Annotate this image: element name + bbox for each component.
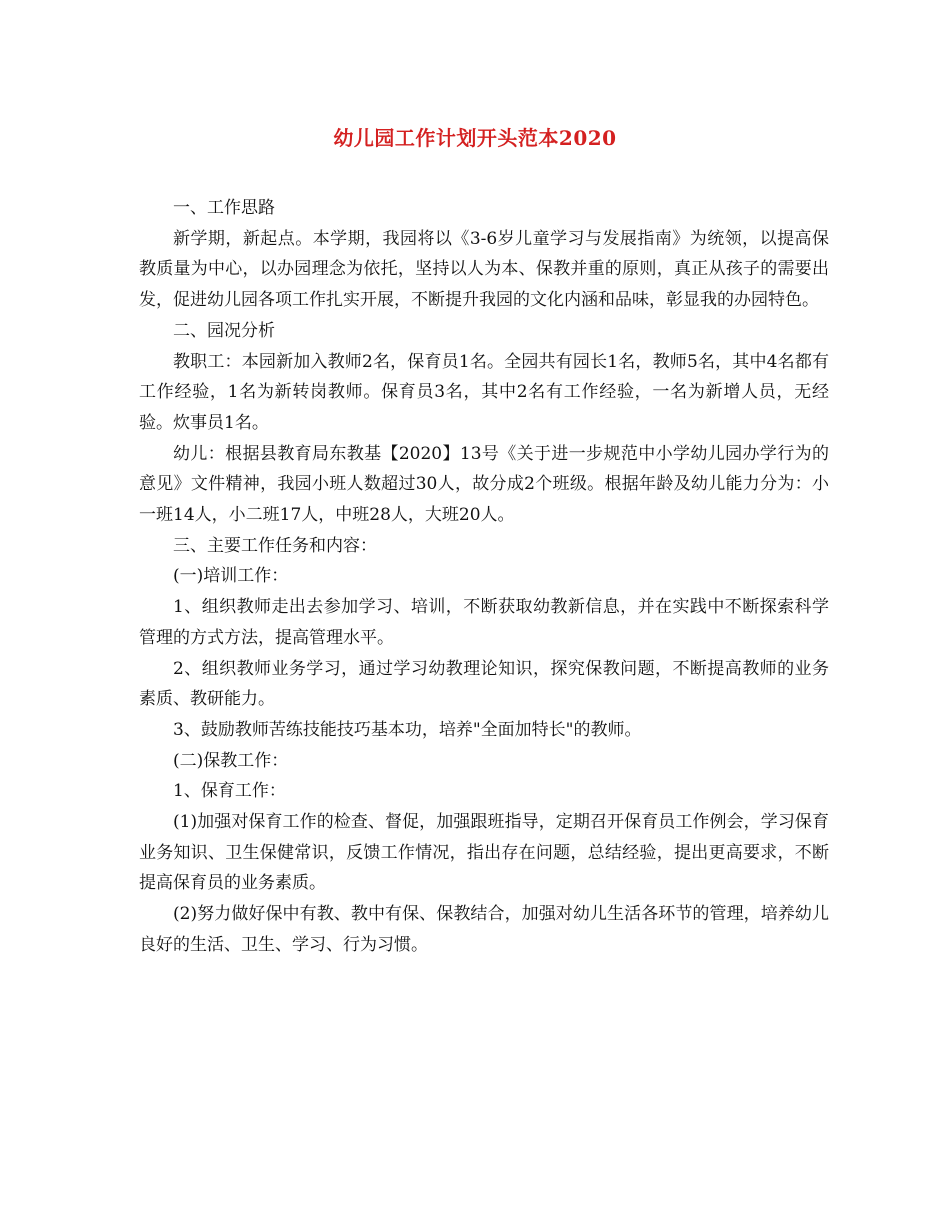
- document-title: 幼儿园工作计划开头范本2020: [333, 126, 617, 150]
- list-item-training-2: 2、组织教师业务学习，通过学习幼教理论知识，探究保教问题，不断提高教师的业务素质、教研能力。: [139, 658, 829, 710]
- list-item-training-1: 1、组织教师走出去参加学习、培训，不断获取幼教新信息，并在实践中不断探索科学管理的方式方法，提高管理水平。: [139, 597, 829, 648]
- document-body: [139, 193, 829, 961]
- section-heading-situation-analysis: 二、园况分析: [173, 320, 275, 341]
- paragraph-staff: 教职工：本园新加入教师2名，保育员1名。全园共有园长1名，教师5名，其中4名都有工作经验，1名为新转岗教师。保育员3名，其中2名有工作经验，一名为新增人员，无经验。炊事员1名。: [139, 351, 829, 433]
- list-item-training-3: 3、鼓励教师苦练技能技巧基本功，培养"全面加特长"的教师。: [173, 719, 642, 740]
- paragraph-children: 幼儿：根据县教育局东教基【2020】13号《关于进一步规范中小学幼儿园办学行为的意见》文件精神，我园小班人数超过30人，故分成2个班级。根据年龄及幼儿能力分为：小一班14人，小二班17人，中班28人，大班20人。: [139, 443, 829, 526]
- subheading-care-education: (二)保教工作：: [173, 750, 289, 771]
- subheading-childcare: 1、保育工作：: [173, 781, 286, 802]
- section-heading-main-tasks: 三、主要工作任务和内容：: [173, 535, 377, 556]
- paragraph-work-ideas: 新学期，新起点。本学期，我园将以《3-6岁儿童学习与发展指南》为统领，以提高保教质量为中心，以办园理念为依托，坚持以人为本、保教并重的原则，真正从孩子的需要出发，促进幼儿园各项工作扎实开展，不断提升我园的文化内涵和品味，彰显我的办园特色。: [139, 228, 829, 311]
- list-item-childcare-2: (2)努力做好保中有教、教中有保、保教结合，加强对幼儿生活各环节的管理，培养幼儿良好的生活、卫生、学习、行为习惯。: [139, 904, 829, 955]
- list-item-childcare-1: (1)加强对保育工作的检查、督促，加强跟班指导，定期召开保育员工作例会，学习保育业务知识、卫生保健常识，反馈工作情况，指出存在问题，总结经验，提出更高要求，不断提高保育员的业务素质。: [139, 812, 829, 894]
- subheading-training: (一)培训工作：: [173, 566, 289, 587]
- section-heading-work-ideas: 一、工作思路: [173, 198, 275, 218]
